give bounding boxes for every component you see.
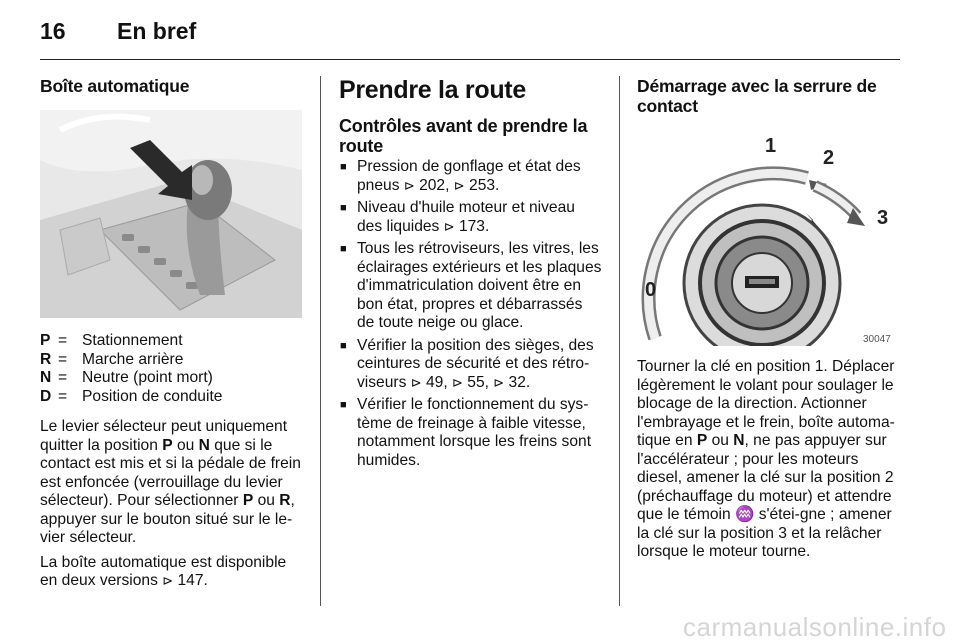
page-reference-link[interactable]: 253. <box>469 176 500 194</box>
page-ref-arrow-icon: ⊳ <box>453 177 465 193</box>
page-header <box>0 0 960 60</box>
position-label-2: 2 <box>823 147 835 169</box>
ignition-diagram <box>637 128 901 346</box>
page-reference-link[interactable]: 55 <box>467 373 485 391</box>
prendre-la-route-heading: Prendre la route <box>339 76 526 104</box>
checks-list <box>339 158 603 470</box>
position-label-0: 0 <box>645 279 657 301</box>
page-ref-arrow-icon: ⊳ <box>403 177 415 193</box>
gear-lever-image <box>40 110 302 318</box>
page-number: 16 <box>40 18 66 44</box>
list-item: ■ Niveau d'huile moteur et niveau des liquides ⊳ 173. <box>339 199 603 236</box>
page-reference-link[interactable]: 32. <box>508 373 531 391</box>
ignition-key-diagram <box>637 128 901 346</box>
page-reference-link[interactable]: 202 <box>419 176 446 194</box>
header-divider <box>40 59 900 60</box>
page-ref-arrow-icon: ⊳ <box>452 374 463 390</box>
list-item: ■ Vérifier la position des sièges, des ceintures de sécurité et des rétro-viseurs ⊳ 49, ⊳ 55, ⊳ 32. <box>339 337 603 393</box>
page-ref-arrow-icon: ⊳ <box>410 374 422 390</box>
gear-positions-list <box>40 332 304 406</box>
column-divider <box>619 76 620 606</box>
page-ref-arrow-icon: ⊳ <box>493 374 505 390</box>
gear-position-row: N = Neutre (point mort) <box>40 369 213 386</box>
position-label-3: 3 <box>877 207 889 229</box>
ignition-paragraph: Tourner la clé en position 1. Déplacer légèrement le volant pour soulager le blocage de la direction. Actionner l'embrayage et le frein, boîte automa-tique en P ou N, ne pas appuyer sur l'accélérateur ; pour les moteurs diesel, amener la clé sur la position 2 (préchauffage du moteur) et attendre que le témoin ♒ s'étei-gne ; amener la clé sur la position 3 et la relâcher lorsque le moteur tourne. <box>637 358 895 560</box>
position-label-1: 1 <box>765 135 777 157</box>
versions-paragraph: La boîte automatique est disponible en deux versions ⊳ 147. <box>40 553 287 589</box>
list-item: ■ Tous les rétroviseurs, les vitres, les éclairages extérieurs et les plaques d'immatriculation doivent être en bon état, propres et débarrassés de toute neige ou glace. <box>339 240 603 333</box>
page-ref-arrow-icon: ⊳ <box>162 573 174 588</box>
selector-lever-paragraph: Le levier sélecteur peut uniquement quitter la position P ou N que si le contact est mis et si la pédale de frein est enfoncée (verrouillage du levier sélecteur). Pour sélectionner P ou R, appuyer sur le bouton situé sur le le-vier sélecteur. <box>40 418 301 546</box>
column-prendre-la-route <box>339 76 603 474</box>
checks-subheading: Contrôles avant de prendre la route <box>339 116 588 156</box>
gear-selector-illustration <box>40 110 302 318</box>
ignition-start-heading: Démarrage avec la serrure de contact <box>637 76 877 116</box>
section-title: En bref <box>117 18 197 44</box>
gear-position-row: D = Position de conduite <box>40 387 223 405</box>
figure-code: 30047 <box>863 334 891 345</box>
automatic-gearbox-heading: Boîte automatique <box>40 76 190 96</box>
column-ignition-start <box>637 76 903 562</box>
preheat-indicator-icon: ♒ <box>734 506 755 523</box>
gear-position-row: R = Marche arrière <box>40 350 184 368</box>
page-ref-arrow-icon: ⊳ <box>443 218 455 234</box>
list-item: ■ Vérifier le fonctionnement du sys-tème de freinage à faible vitesse, notamment lorsque les freins sont humides. <box>339 396 603 470</box>
list-item: ■ Pression de gonflage et état des pneus ⊳ 202, ⊳ 253. <box>339 158 603 195</box>
watermark: carmanualsonline.info <box>683 612 947 642</box>
column-divider <box>320 76 321 606</box>
column-automatic-gearbox <box>40 76 304 591</box>
page-reference-link[interactable]: 49 <box>425 373 444 391</box>
page-reference-link[interactable]: 147. <box>177 572 208 589</box>
page-reference-link[interactable]: 173. <box>458 217 490 235</box>
gear-position-row: P = Stationnement <box>40 332 183 349</box>
